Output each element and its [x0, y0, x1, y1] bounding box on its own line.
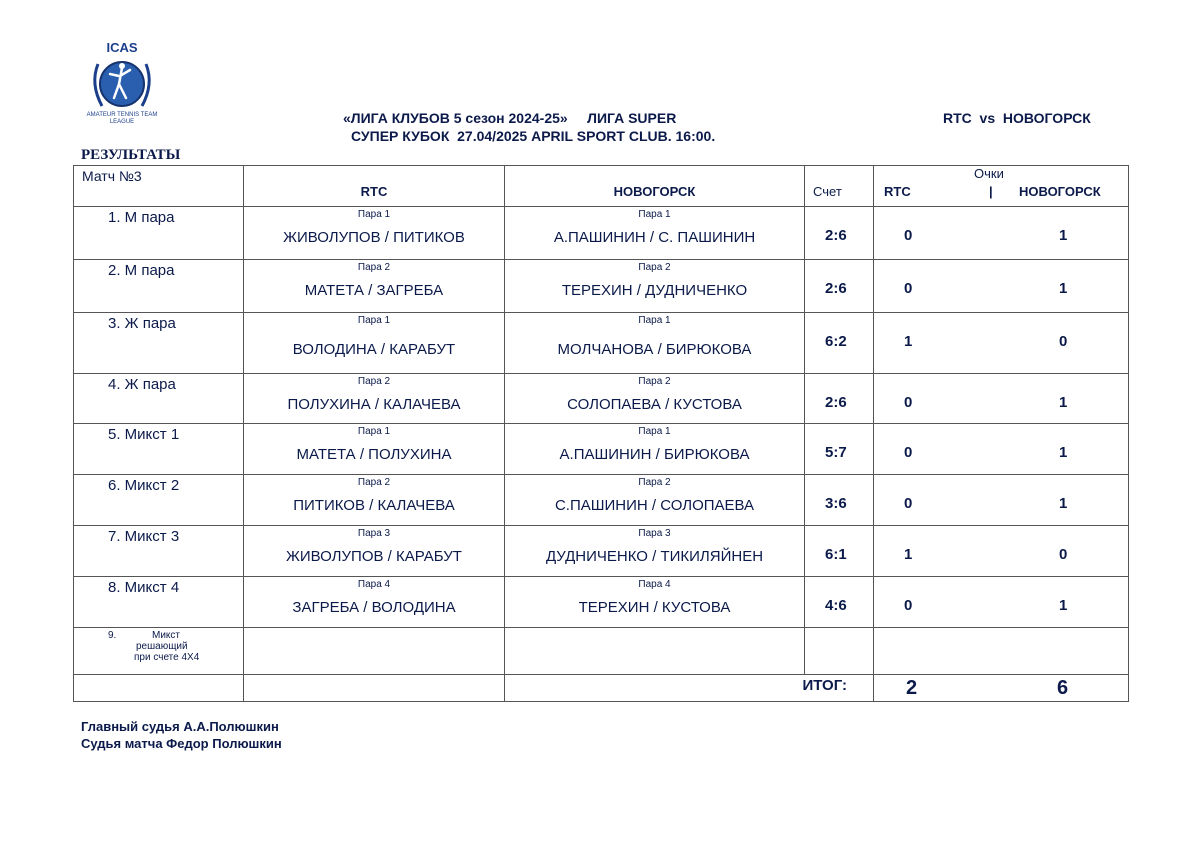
pair-label-a: Пара 2 [357, 477, 391, 488]
points-b: 1 [1059, 495, 1068, 512]
decider-number: 9. [108, 630, 117, 641]
pair-label-b: Пара 4 [638, 579, 671, 590]
header-teams: RTC vs НОВОГОРСК [943, 110, 1091, 126]
points-a: 0 [904, 227, 913, 244]
logo-tagline: AMATEUR TENNIS TEAM LEAGUE [86, 112, 158, 125]
players-b: СОЛОПАЕВА / КУСТОВА [567, 396, 742, 413]
points-b: 1 [1059, 597, 1068, 614]
judges-block [81, 718, 282, 752]
header-points-separator: | [989, 184, 993, 199]
points-a: 0 [904, 495, 913, 512]
pair-label-b: Пара 1 [638, 209, 671, 220]
points-b: 1 [1059, 280, 1068, 297]
players-a: ПИТИКОВ / КАЛАЧЕВА [293, 497, 455, 514]
players-b: МОЛЧАНОВА / БИРЮКОВА [557, 341, 752, 358]
table-row [74, 374, 1129, 424]
points-a: 0 [904, 280, 913, 297]
total-points-a: 2 [906, 677, 918, 699]
match-judge: Судья матча Федор Полюшкин [81, 736, 282, 751]
rubber-name: 3. Ж пара [108, 315, 176, 332]
points-b: 1 [1059, 444, 1068, 461]
decider-line2: решающий [136, 641, 188, 652]
header-score-cell [805, 166, 874, 207]
players-a: МАТЕТА / ПОЛУХИНА [296, 446, 452, 463]
header-score: Счет [813, 184, 842, 199]
chief-judge: Главный судья А.А.Полюшкин [81, 719, 279, 734]
header-team-a-cell [244, 166, 505, 207]
total-points-b: 6 [1057, 677, 1069, 699]
players-a: ЗАГРЕБА / ВОЛОДИНА [292, 599, 456, 616]
pair-label-a: Пара 1 [357, 209, 391, 220]
laurel-tennis-icon [86, 54, 158, 114]
rubber-name: 6. Микст 2 [108, 477, 180, 494]
header-points-b: НОВОГОРСК [1019, 184, 1101, 199]
table-row [74, 313, 1129, 374]
players-a: ПОЛУХИНА / КАЛАЧЕВА [287, 396, 461, 413]
pair-label-a: Пара 1 [357, 315, 391, 326]
table-row [74, 475, 1129, 526]
players-a: МАТЕТА / ЗАГРЕБА [304, 282, 444, 299]
players-a: ЖИВОЛУПОВ / ПИТИКОВ [283, 229, 465, 246]
players-a: ВОЛОДИНА / КАРАБУТ [292, 341, 456, 358]
header-points-cell [874, 166, 1129, 207]
players-b: С.ПАШИНИН / СОЛОПАЕВА [554, 497, 755, 514]
table-row [74, 207, 1129, 260]
points-a: 0 [904, 444, 913, 461]
header-team-a: RTC [360, 184, 388, 199]
decider-line3: при счете 4Х4 [134, 652, 200, 663]
table-row [74, 260, 1129, 313]
pair-label-b: Пара 2 [638, 477, 671, 488]
table-row [74, 526, 1129, 577]
points-b: 0 [1059, 333, 1068, 350]
header-points-a: RTC [884, 184, 911, 199]
set-score: 6:2 [825, 333, 847, 350]
rubber-name: 1. М пара [108, 209, 175, 226]
rubber-name: 8. Микст 4 [108, 579, 180, 596]
points-b: 1 [1059, 394, 1068, 411]
set-score: 2:6 [825, 227, 847, 244]
points-a: 0 [904, 597, 913, 614]
pair-label-b: Пара 1 [638, 426, 671, 437]
points-b: 1 [1059, 227, 1068, 244]
pair-label-b: Пара 2 [638, 262, 671, 273]
set-score: 3:6 [825, 495, 847, 512]
header-match-cell [74, 166, 244, 207]
set-score: 2:6 [825, 280, 847, 297]
decider-row [74, 628, 1129, 675]
rubber-name: 4. Ж пара [108, 376, 176, 393]
pair-label-a: Пара 4 [357, 579, 391, 590]
header-team-b-cell [505, 166, 805, 207]
rubber-name: 7. Микст 3 [108, 528, 180, 545]
points-a: 1 [904, 546, 913, 563]
set-score: 5:7 [825, 444, 847, 461]
decider-label [100, 630, 243, 663]
header-match: Матч №3 [82, 168, 142, 184]
table-header-row [74, 166, 1129, 207]
set-score: 6:1 [825, 546, 847, 563]
points-a: 1 [904, 333, 913, 350]
set-score: 4:6 [825, 597, 847, 614]
pair-label-a: Пара 2 [357, 376, 391, 387]
header-points: Очки [974, 166, 1004, 181]
players-b: ТЕРЕХИН / ДУДНИЧЕНКО [561, 282, 748, 299]
rubber-name: 5. Микст 1 [108, 426, 180, 443]
decider-line1: Микст [152, 630, 180, 641]
total-row [74, 675, 1129, 702]
points-b: 0 [1059, 546, 1068, 563]
players-b: А.ПАШИНИН / С. ПАШИНИН [553, 229, 756, 246]
header-title-line1: «ЛИГА КЛУБОВ 5 сезон 2024-25» ЛИГА SUPER [343, 110, 677, 126]
players-b: ТЕРЕХИН / КУСТОВА [578, 599, 731, 616]
table-row [74, 577, 1129, 628]
pair-label-a: Пара 1 [357, 426, 391, 437]
pair-label-b: Пара 3 [638, 528, 671, 539]
table-row [74, 424, 1129, 475]
header-team-b: НОВОГОРСК [613, 184, 696, 199]
pair-label-a: Пара 3 [357, 528, 391, 539]
league-logo [82, 40, 162, 128]
pair-label-b: Пара 1 [638, 315, 671, 326]
points-a: 0 [904, 394, 913, 411]
pair-label-b: Пара 2 [638, 376, 671, 387]
rubber-name: 2. М пара [108, 262, 175, 279]
logo-brand: ICAS [106, 40, 138, 55]
players-b: А.ПАШИНИН / БИРЮКОВА [559, 446, 750, 463]
total-label: ИТОГ: [802, 677, 847, 694]
players-a: ЖИВОЛУПОВ / КАРАБУТ [286, 548, 462, 565]
players-b: ДУДНИЧЕНКО / ТИКИЛЯЙНЕН [545, 548, 764, 565]
set-score: 2:6 [825, 394, 847, 411]
section-title: РЕЗУЛЬТАТЫ [81, 147, 181, 163]
results-table [73, 165, 1129, 702]
header-title-line2: СУПЕР КУБОК 27.04/2025 APRIL SPORT CLUB. 16:00. [351, 128, 716, 144]
pair-label-a: Пара 2 [357, 262, 391, 273]
